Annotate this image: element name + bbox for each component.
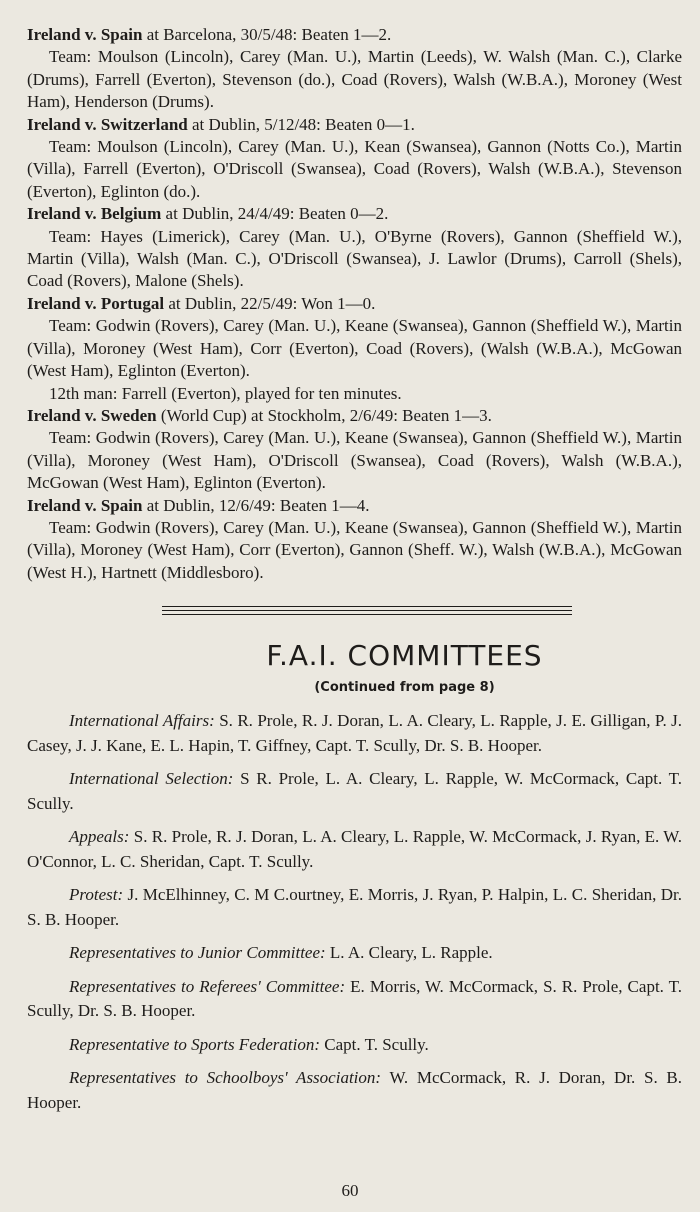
committee-members: E. Morris, W. McCormack, S. R. Prole, Capt. T. Scully, Dr. S. B. Hooper. [27,976,683,1021]
committee-list [27,709,682,1115]
match-title: Ireland v. Sweden [27,405,157,425]
match-heading [27,114,682,136]
match-team: Team: Godwin (Rovers), Carey (Man. U.), Keane (Swansea), Gannon (Sheffield W.), Martin (Villa), Moroney (West Ham), Corr (Everton), Coad (Rovers), (Walsh (W.B.A.), McGowan (West Ham), Eglinton (Everton). [27,316,682,381]
match-details: at Dublin, 22/5/49: Won 1—0. [164,293,376,313]
committee-name: Appeals: [69,827,130,847]
committee-members: W. McCormack, R. J. Doran, Dr. S. B. Hooper. [27,1068,682,1112]
committee-entry [27,941,682,966]
section-title: F.A.I. COMMITTEES [266,639,543,673]
committee-name: Representatives to Junior Committee: [69,943,326,963]
match-heading [27,24,682,46]
divider-rule [162,606,572,607]
divider-rule [162,610,572,611]
match-details: at Dublin, 5/12/48: Beaten 0—1. [187,114,415,134]
match-team: Team: Moulson (Lincoln), Carey (Man. U.), Kean (Swansea), Gannon (Notts Co.), Martin (Villa), Farrell (Everton), O'Driscoll (Swansea), Coad (Rovers), Walsh (W.B.A.), Stevenson (Everton), Eglinton (do.). [27,137,682,201]
match-title: Ireland v. Switzerland [27,114,188,134]
committee-entry [27,883,682,932]
match-details: at Dublin, 12/6/49: Beaten 1—4. [142,495,370,515]
match-heading [27,203,682,225]
committee-name: Representatives to Schoolboys' Association: [69,1068,382,1088]
committee-entry [27,709,682,758]
committee-entry [27,975,682,1024]
match-title: Ireland v. Spain [27,25,143,44]
match-entry [27,405,682,495]
committee-name: International Selection: [69,769,234,789]
match-team: Team: Hayes (Limerick), Carey (Man. U.), O'Byrne (Rovers), Gannon (Sheffield W.), Martin (Villa), Walsh (Man. C.), O'Driscoll (Swansea), J. Lawlor (Drums), Carroll (Shels), Coad (Rovers), Malone (Shels). [27,226,682,291]
section-divider [162,606,572,615]
committee-entry [27,1033,682,1058]
committee-entry [27,1066,682,1115]
committee-members: J. McElhinney, C. M C.ourtney, E. Morris, J. Ryan, P. Halpin, L. C. Sheridan, Dr. S. B. Hooper. [27,885,682,929]
match-entry [27,495,682,585]
match-title: Ireland v. Portugal [27,293,165,313]
match-details: at Dublin, 24/4/49: Beaten 0—2. [161,204,389,224]
match-heading [27,495,682,517]
committee-name: International Affairs: [69,711,215,731]
divider-rule [162,614,572,615]
match-entry [27,24,682,114]
section-subtitle: (Continued from page 8) [314,680,495,696]
match-title: Ireland v. Belgium [27,204,162,224]
match-heading [27,293,682,315]
match-entry [27,114,682,204]
committee-members: Capt. T. Scully. [320,1034,429,1054]
match-entry [27,293,682,405]
match-note: 12th man: Farrell (Everton), played for ten minutes. [49,383,402,403]
match-heading [27,405,682,427]
match-details: at Barcelona, 30/5/48: Beaten 1—2. [142,25,392,44]
committee-entry [27,825,682,874]
match-team: Team: Godwin (Rovers), Carey (Man. U.), Keane (Swansea), Gannon (Sheffield W.), Martin (Villa), Moroney (West Ham), Corr (Everton), Gannon (Sheff. W.), Walsh (W.B.A.), McGowan (West H.), Hartnett (Middlesboro). [27,517,682,582]
committee-name: Representatives to Referees' Committee: [69,976,346,996]
page-number: 60 [341,1181,359,1200]
match-details: (World Cup) at Stockholm, 2/6/49: Beaten 1—3. [156,405,492,425]
committee-members: L. A. Cleary, L. Rapple. [325,943,493,963]
match-team: Team: Godwin (Rovers), Carey (Man. U.), Keane (Swansea), Gannon (Sheffield W.), Martin (Villa), Moroney (West Ham), O'Driscoll (Swansea), Coad (Rovers), Walsh (W.B.A.), McGowan (West Ham), Eglinton (Everton). [27,428,682,493]
match-entry [27,203,682,293]
committee-entry [27,767,682,816]
match-results [27,24,682,584]
match-team: Team: Moulson (Lincoln), Carey (Man. U.), Martin (Leeds), W. Walsh (Man. C.), Clarke (Drums), Farrell (Everton), Stevenson (do.), Coad (Rovers), Walsh (W.B.A.), Moroney (West Ham), Henderson (Drums). [27,47,682,112]
match-title: Ireland v. Spain [27,495,143,515]
committee-name: Protest: [69,885,124,905]
committee-name: Representative to Sports Federation: [69,1034,321,1054]
committee-members: S. R. Prole, R. J. Doran, L. A. Cleary, L. Rapple, J. E. Gilligan, P. J. Casey, J. J. Kane, E. L. Hapin, T. Giffney, Capt. T. Scully, Dr. S. B. Hooper. [27,711,682,755]
committee-members: S. R. Prole, R. J. Doran, L. A. Cleary, L. Rapple, W. McCormack, J. Ryan, E. W. O'Connor, L. C. Sheridan, Capt. T. Scully. [27,827,682,871]
committee-members: S R. Prole, L. A. Cleary, L. Rapple, W. McCormack, Capt. T. Scully. [27,769,682,813]
